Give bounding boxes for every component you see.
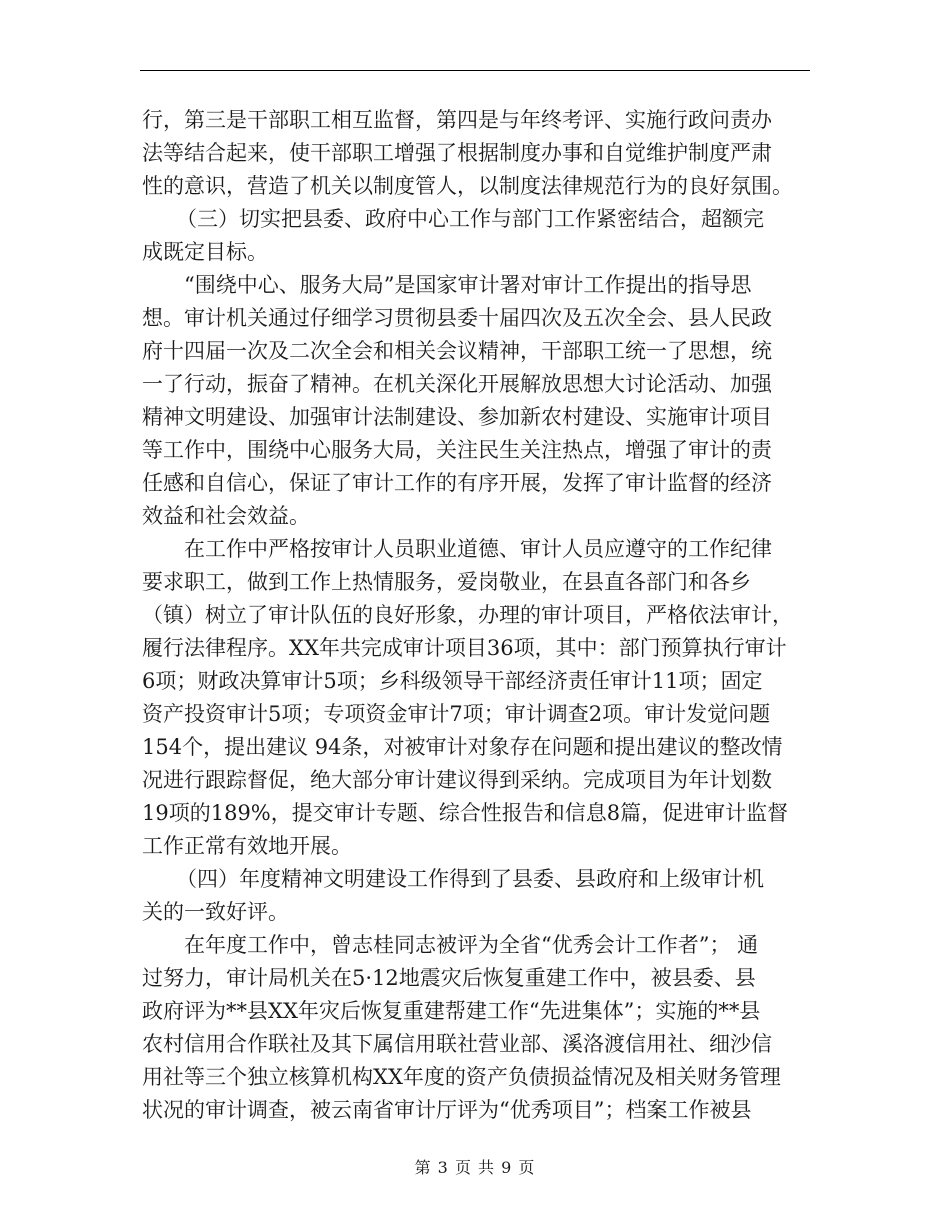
text-line: 过努力，审计局机关在5·12地震灾后恢复重建工作中，被县委、县 <box>142 966 756 990</box>
text-line: 况进行跟踪督促，绝大部分审计建议得到采纳。完成项目为年计划数 <box>142 768 772 792</box>
text-line: 一了行动，振奋了精神。在机关深化开展解放思想大讨论活动、加强 <box>142 372 772 396</box>
section-heading-cont: 关的一致好评。 <box>142 900 289 924</box>
text-line: 154个，提出建议 94条，对被审计对象存在问题和提出建议的整改情 <box>142 735 783 759</box>
section-heading-cont: 成既定目标。 <box>142 240 268 264</box>
text-line: 等工作中，围绕中心服务大局，关注民生关注热点，增强了审计的责 <box>142 438 772 462</box>
text-line: 用社等三个独立核算机构XX年度的资产负债损益情况及相关财务管理 <box>142 1065 781 1089</box>
text-line: 行，第三是干部职工相互监督，第四是与年终考评、实施行政问责办 <box>142 108 772 132</box>
paragraph-start: “围绕中心、服务大局”是国家审计署对审计工作提出的指导思 <box>184 273 752 297</box>
text-line: 想。审计机关通过仔细学习贯彻县委十届四次及五次全会、县人民政 <box>142 306 772 330</box>
header-rule <box>140 70 810 71</box>
text-line: 任感和自信心，保证了审计工作的有序开展，发挥了审计监督的经济 <box>142 471 772 495</box>
section-heading: （四）年度精神文明建设工作得到了县委、县政府和上级审计机 <box>176 867 764 891</box>
text-line: 要求职工，做到工作上热情服务，爱岗敬业，在县直各部门和各乡 <box>142 570 751 594</box>
text-line: 效益和社会效益。 <box>142 504 310 528</box>
text-line: 工作正常有效地开展。 <box>142 834 352 858</box>
text-line: 性的意识，营造了机关以制度管人，以制度法律规范行为的良好氛围。 <box>142 174 793 198</box>
text-line: 状况的审计调查，被云南省审计厅评为“优秀项目”；档案工作被县 <box>142 1098 752 1122</box>
section-heading: （三）切实把县委、政府中心工作与部门工作紧密结合，超额完 <box>176 207 764 231</box>
text-line: （镇）树立了审计队伍的良好形象，办理的审计项目，严格依法审计， <box>142 603 793 627</box>
text-line: 6项；财政决算审计5项；乡科级领导干部经济责任审计11项；固定 <box>142 669 763 693</box>
text-line: 精神文明建设、加强审计法制建设、参加新农村建设、实施审计项目 <box>142 405 772 429</box>
text-line: 农村信用合作联社及其下属信用联社营业部、溪洛渡信用社、细沙信 <box>142 1032 772 1056</box>
text-line: 法等结合起来，使干部职工增强了根据制度办事和自觉维护制度严肃 <box>142 141 772 165</box>
document-body <box>142 104 806 1127</box>
text-line: 资产投资审计5项；专项资金审计7项；审计调查2项。审计发觉问题 <box>142 702 771 726</box>
text-line: 履行法律程序。XX年共完成审计项目36项，其中：部门预算执行审计 <box>142 636 787 660</box>
text-line: 府十四届一次及二次全会和相关会议精神，干部职工统一了思想，统 <box>142 339 772 363</box>
page-footer: 第 3 页 共 9 页 <box>414 1158 536 1177</box>
paragraph-start: 在年度工作中，曾志桂同志被评为全省“优秀会计工作者”； 通 <box>184 933 759 957</box>
text-line: 政府评为**县XX年灾后恢复重建帮建工作“先进集体”；实施的**县 <box>142 999 761 1023</box>
paragraph-start: 在工作中严格按审计人员职业道德、审计人员应遵守的工作纪律 <box>184 537 772 561</box>
text-line: 19项的189%，提交审计专题、综合性报告和信息8篇，促进审计监督 <box>142 801 789 825</box>
